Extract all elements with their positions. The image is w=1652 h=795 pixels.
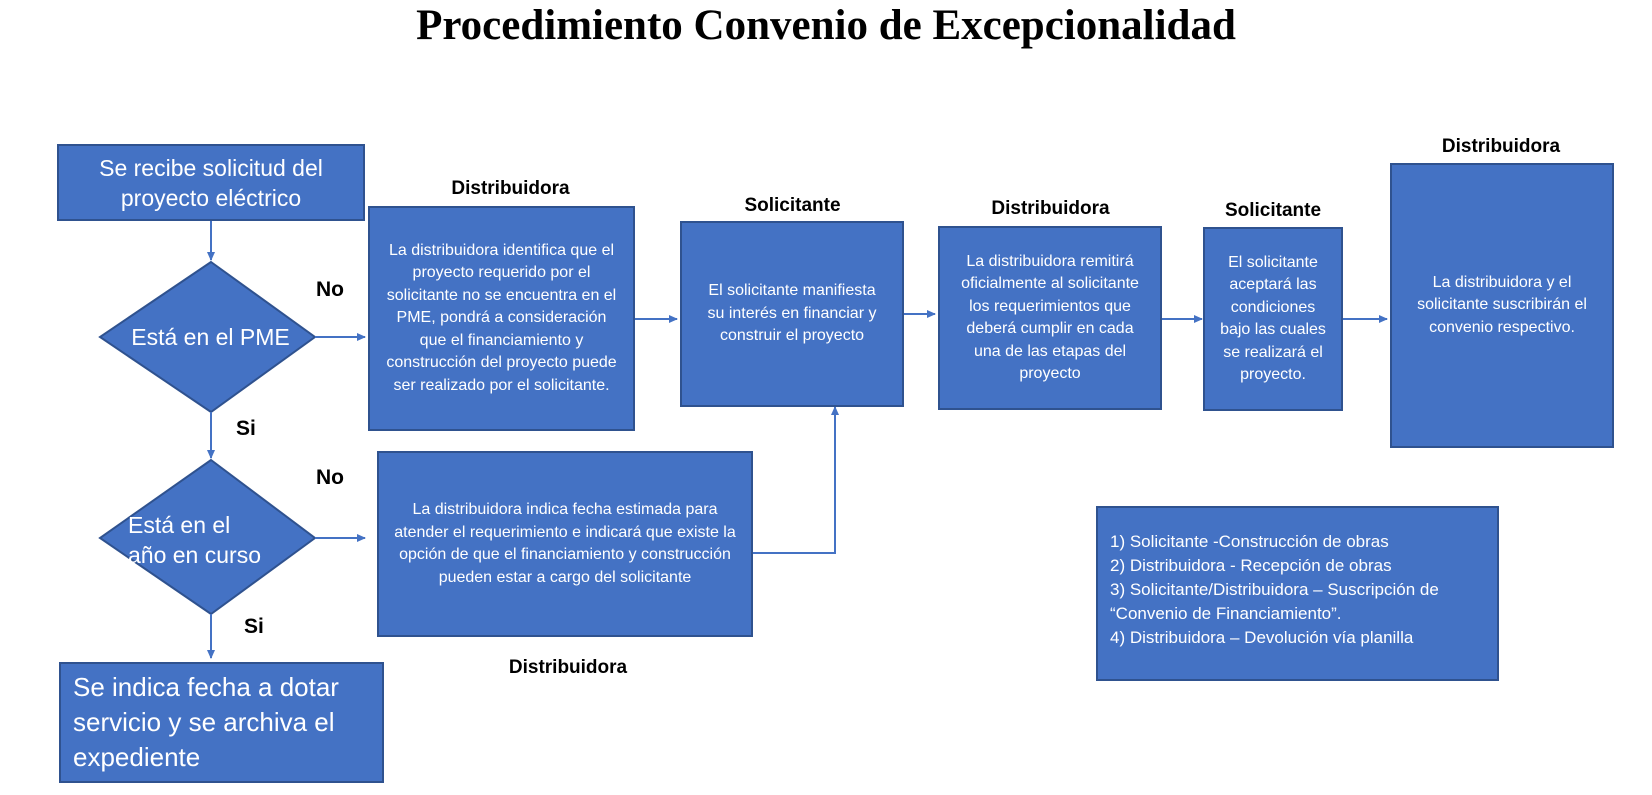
step-indicate-text: La distribuidora indica fecha estimada para atender el requerimiento e indicará que existe la opción de que el financiamiento y construcción pueden estar a cargo del solicitante <box>394 501 736 586</box>
legend-item: 1) Solicitante -Construcción de obras <box>1110 532 1389 551</box>
branch-year-no: No <box>316 466 344 489</box>
legend-item: 4) Distribuidora – Devolución vía planilla <box>1110 628 1414 647</box>
role-sign: Distribuidora <box>1441 136 1561 157</box>
role-indicate: Distribuidora <box>508 657 628 678</box>
role-interest: Solicitante <box>744 195 841 216</box>
role-accept: Solicitante <box>1224 200 1322 221</box>
decision-year-label: Está en el año en curso <box>128 512 261 568</box>
step-requirements <box>938 226 1162 410</box>
step-interest <box>680 221 904 407</box>
start-node-text: Se recibe solicitud del proyecto eléctrico <box>99 154 323 211</box>
legend-list <box>1110 530 1485 650</box>
step-indicate <box>377 451 753 637</box>
page-title: Procedimiento Convenio de Excepcionalidad <box>416 2 1236 49</box>
step-identify <box>368 206 635 431</box>
step-identify-text: La distribuidora identifica que el proyecto requerido por el solicitante no se encuentra en el PME, pondrá a consideración que el financiamiento y construcción del proyecto puede ser realizado por el solicitante. <box>386 241 617 394</box>
step-sign <box>1390 163 1614 448</box>
step-sign-text: La distribuidora y el solicitante suscribirán el convenio respectivo. <box>1417 273 1587 336</box>
step-accept <box>1203 227 1343 411</box>
legend-item: 3) Solicitante/Distribuidora – Suscripción de “Convenio de Financiamiento”. <box>1110 580 1439 623</box>
branch-year-si: Si <box>244 615 264 638</box>
legend-box <box>1096 506 1499 681</box>
branch-pme-no: No <box>316 278 344 301</box>
arrow-indicate-to-interest <box>753 407 835 553</box>
branch-pme-si: Si <box>236 417 256 440</box>
decision-pme-label: Está en el PME <box>131 324 290 350</box>
role-identify: Distribuidora <box>451 178 570 199</box>
legend-item: 2) Distribuidora - Recepción de obras <box>1110 556 1392 575</box>
start-node <box>57 144 365 221</box>
role-requirements: Distribuidora <box>991 198 1110 219</box>
step-requirements-text: La distribuidora remitirá oficialmente al solicitante los requerimientos que deberá cumplir en cada una de las etapas del proyecto <box>961 252 1139 382</box>
end-node-text: Se indica fecha a dotar servicio y se archiva el expediente <box>73 672 339 772</box>
end-node <box>59 662 384 783</box>
step-interest-text: El solicitante manifiesta su interés en financiar y construir el proyecto <box>707 282 877 345</box>
step-accept-text: El solicitante aceptará las condiciones bajo las cuales se realizará el proyecto. <box>1220 253 1326 383</box>
